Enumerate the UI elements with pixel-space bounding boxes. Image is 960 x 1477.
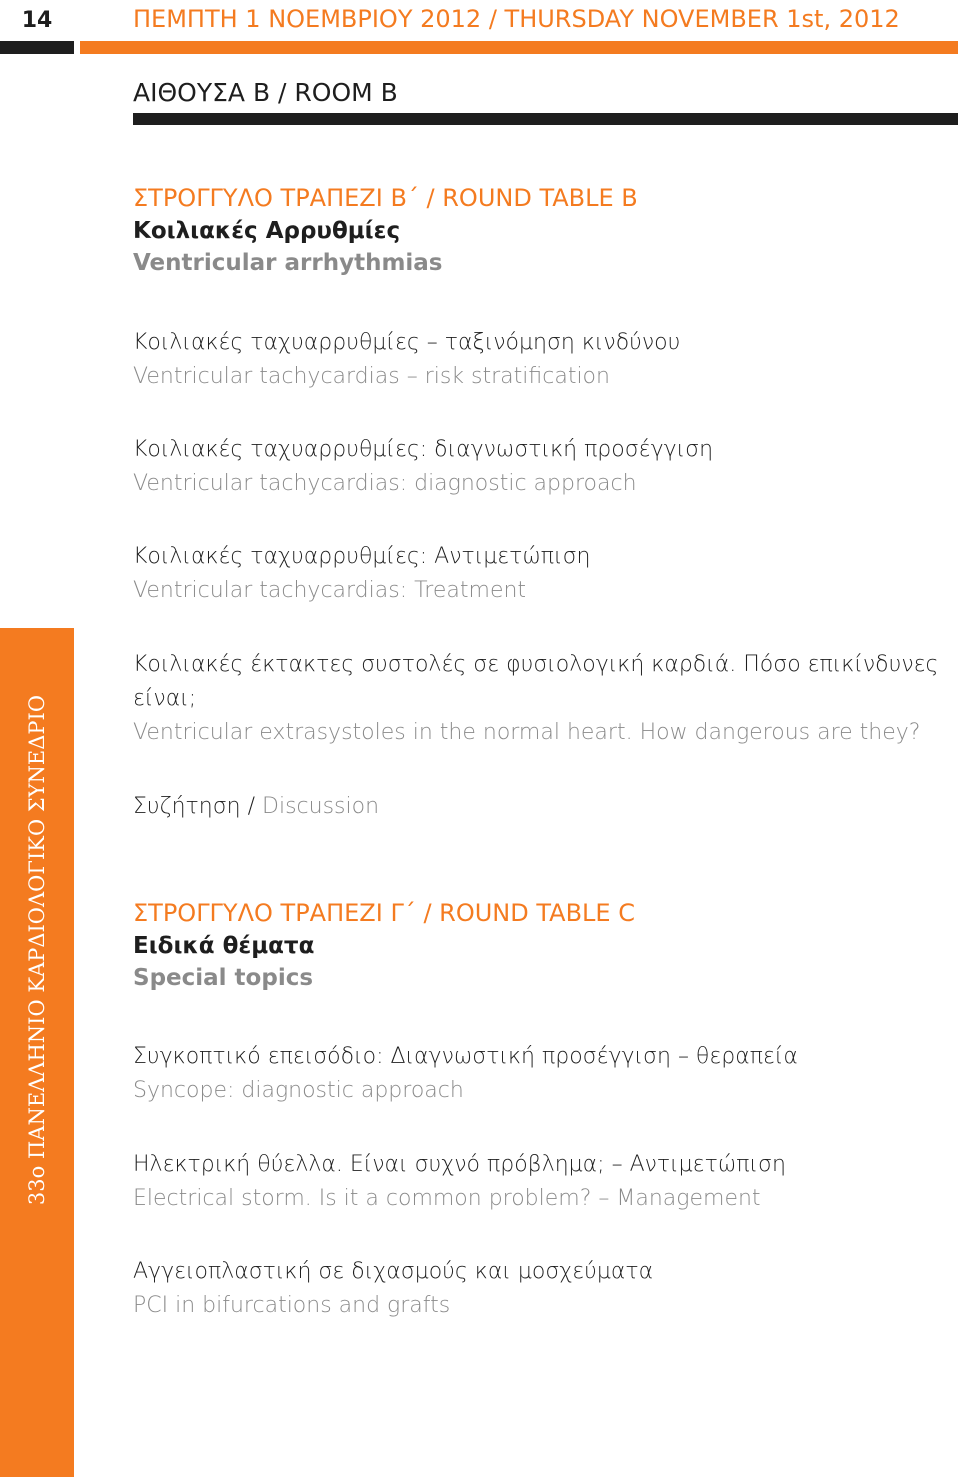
header-black-bar <box>0 41 74 54</box>
talk-title-en: Electrical storm. Is it a common problem? – Management <box>133 1186 761 1211</box>
discussion-gr: Συζήτηση / <box>133 794 263 819</box>
talk-title-gr: Συγκοπτικό επεισόδιο: Διαγνωστική προσέγγιση – θεραπεία <box>133 1044 798 1069</box>
list-item <box>133 326 953 394</box>
talk-title-en: Ventricular tachycardias: diagnostic approach <box>133 471 637 496</box>
round-table-c-title-gr: Ειδικά θέματα <box>133 933 315 959</box>
talk-title-en: Ventricular tachycardias: Treatment <box>133 578 527 603</box>
sidebar-congress-title: 33ο ΠΑΝΕΛΛΗΝΙΟ ΚΑΡΔΙΟΛΟΓΙΚΟ ΣΥΝΕΔΡΙΟ <box>25 694 49 1206</box>
round-table-b-label: ΣΤΡΟΓΓΥΛΟ ΤΡΑΠΕΖΙ Β΄ / ROUND TABLE B <box>133 184 638 212</box>
discussion-line <box>133 790 953 824</box>
round-table-c-title-en: Special topics <box>133 965 314 991</box>
list-item <box>133 1255 953 1323</box>
talk-title-gr: Ηλεκτρική θύελλα. Είναι συχνό πρόβλημα; – Αντιμετώπιση <box>133 1152 786 1177</box>
list-item <box>133 648 953 750</box>
talk-title-en: Ventricular tachycardias – risk stratification <box>133 364 610 389</box>
talk-title-en: Ventricular extrasystoles in the normal heart. How dangerous are they? <box>133 720 921 745</box>
talk-title-gr: Κοιλιακές ταχυαρρυθμίες: Αντιμετώπιση <box>133 544 591 569</box>
list-item <box>133 1040 953 1108</box>
round-table-c-header <box>133 899 953 991</box>
talk-title-en: PCI in bifurcations and grafts <box>133 1293 451 1318</box>
talk-title-gr: Κοιλιακές έκτακτες συστολές σε φυσιολογική καρδιά. Πόσο επικίνδυνες είναι; <box>133 652 939 711</box>
talk-title-en: Syncope: diagnostic approach <box>133 1078 464 1103</box>
talk-title-gr: Αγγειοπλαστική σε διχασμούς και μοσχεύματα <box>133 1259 654 1284</box>
talk-title-gr: Κοιλιακές ταχυαρρυθμίες – ταξινόμηση κινδύνου <box>133 330 681 355</box>
round-table-b-title-gr: Κοιλιακές Αρρυθμίες <box>133 218 401 244</box>
list-item <box>133 1148 953 1216</box>
list-item <box>133 433 953 501</box>
room-divider <box>133 113 958 125</box>
session-date: ΠΕΜΠΤΗ 1 ΝΟΕΜΒΡΙΟΥ 2012 / THURSDAY NOVEMBER 1st, 2012 <box>133 5 900 33</box>
list-item <box>133 540 953 608</box>
discussion-en: Discussion <box>262 794 380 819</box>
header-orange-bar <box>80 41 958 54</box>
round-table-b-title-en: Ventricular arrhythmias <box>133 250 443 276</box>
round-table-b-header <box>133 184 953 276</box>
talk-title-gr: Κοιλιακές ταχυαρρυθμίες: διαγνωστική προσέγγιση <box>133 437 714 462</box>
room-title: ΑΙΘΟΥΣΑ Β / ROOM B <box>133 78 398 107</box>
page-number: 14 <box>0 0 74 41</box>
round-table-c-label: ΣΤΡΟΓΓΥΛΟ ΤΡΑΠΕΖΙ Γ΄ / ROUND TABLE C <box>133 899 635 927</box>
